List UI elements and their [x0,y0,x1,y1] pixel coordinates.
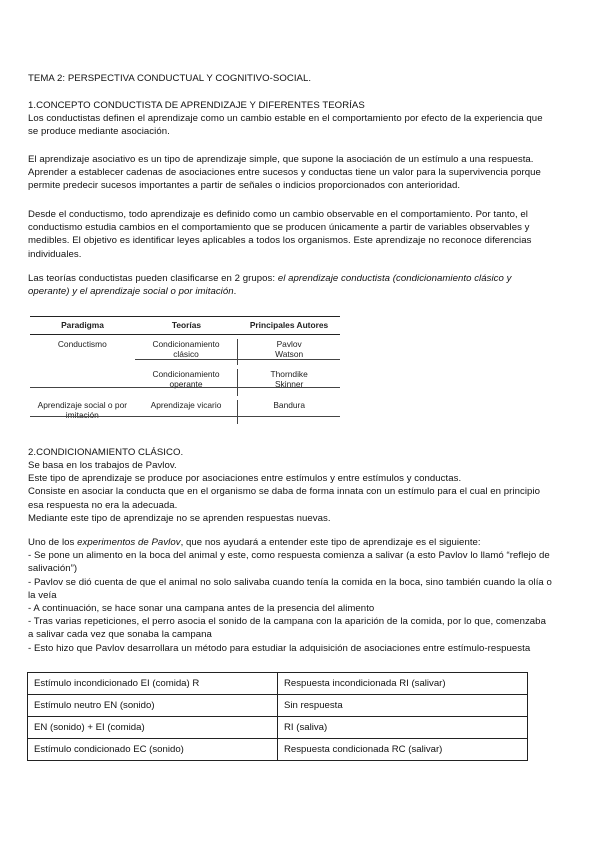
table-row [30,396,340,424]
response-cell: Respuesta condicionada RC (salivar) [278,739,528,761]
header-theories: Teorías [171,320,202,330]
table-row [28,717,528,739]
header-paradigm: Paradigma [61,320,104,330]
text-line: se produce mediante asociación. [28,126,170,138]
response-cell: Respuesta incondicionada RI (salivar) [278,673,528,695]
table-row [28,673,528,695]
text-line: Pavlov [276,338,302,349]
text-line: medibles. El objetivo es identificar leyes aplicables a todos los organismos. Este aprendizaje no reconoce diferencias [28,235,532,247]
stimulus-cell: Estímulo incondicionado EI (comida) R [28,673,278,695]
response-cell: Sin respuesta [278,695,528,717]
text-line: Thorndike [270,368,308,379]
row-divider [135,359,340,360]
text-italic: experimentos de Pavlov [77,537,181,548]
theory-cell [135,369,238,396]
document-title: TEMA 2: PERSPECTIVA CONDUCTUAL Y COGNITIVO-SOCIAL. [28,73,312,84]
text-plain: Las teorías conductistas pueden clasificarse en 2 grupos: [28,273,278,284]
section1-paragraph-4 [28,272,574,298]
text-line: clásico [173,349,199,359]
bullet-line: - Pavlov se dió cuenta de que el animal no solo salivaba cuando tenía la comida en la boca, sino también cuando la olía o [28,576,552,588]
text-line: Los conductistas definen el aprendizaje como un cambio estable en el comportamiento por efecto de la experiencia que [28,113,543,124]
paradigm-table-header [30,316,340,335]
stimulus-response-table [27,672,528,761]
text-line: Condicionamiento [152,338,220,349]
text-plain: . [233,286,237,298]
section1-paragraph-1 [28,112,574,138]
stimulus-cell: EN (sonido) + EI (comida) [28,717,278,739]
section2-intro [28,459,574,525]
bullet-line: a salivar cada vez que sonaba la campana [28,629,212,641]
table-row [28,695,528,717]
paradigm-cell [30,369,135,396]
paradigm-cell: Conductismo [57,338,107,349]
text-italic: el aprendizaje conductista (condicionamiento clásico y [277,273,512,284]
table-row [30,335,340,365]
text-line [28,536,574,549]
paradigm-table [30,316,340,424]
text-line: El aprendizaje asociativo es un tipo de aprendizaje simple, que supone la asociación de un estímulo a una respuesta. [28,154,534,165]
stimulus-cell: Estímulo neutro EN (sonido) [28,695,278,717]
row-divider [30,387,340,388]
text-line: Skinner [274,379,304,389]
text-plain: , que nos ayudará a entender este tipo de aprendizaje es el siguiente: [180,537,481,548]
authors-cell [237,339,340,365]
section1-heading: 1.CONCEPTO CONDUCTISTA DE APRENDIZAJE Y DIFERENTES TEORÍAS [28,100,365,111]
table-row [30,365,340,396]
text-line: Consiste en asociar la conducta que en el organismo se daba de forma innata con un estímulo para el cual en principio [28,486,540,498]
text-line: conductismo estudia cambios en el comportamiento que se producen únicamente a partir de variables observables y [28,222,530,234]
text-italic: operante) y el aprendizaje social o por imitación [28,286,234,298]
text-line [28,285,574,298]
authors-cell: Bandura [237,400,340,424]
response-cell: RI (saliva) [278,717,528,739]
section1-paragraph-2 [28,153,574,193]
text-line: Desde el conductismo, todo aprendizaje es definido como un cambio observable en el comportamiento. Por tanto, el [28,209,528,220]
text-line: esa respuesta no era la adecuada. [28,499,178,511]
theory-cell [135,339,238,365]
bullet-line: - Esto hizo que Pavlov desarrollara un método para estudiar la adquisición de asociaciones entre estímulo-respuesta [28,642,531,654]
bullet-line: la veía [28,589,57,601]
text-line: Se basa en los trabajos de Pavlov. [28,460,177,471]
text-line: Aprendizaje social o por [37,399,128,410]
text-line: Este tipo de aprendizaje se produce por asociaciones entre estímulos y entre estímulos y conductas. [28,473,462,485]
text-line: individuales. [28,248,82,260]
text-line: Mediante este tipo de aprendizaje no se aprenden respuestas nuevas. [28,512,331,524]
bullet-line: salivación”) [28,563,78,575]
bullet-line: - Tras varias repeticiones, el perro asocia el sonido de la campana con la aparición de la comida, por lo que, comenzaba [28,616,546,628]
table-row [28,739,528,761]
section2-heading: 2.CONDICIONAMIENTO CLÁSICO. [28,447,184,458]
text-line: permite predecir sucesos importantes a partir de señales o indicios proporcionados con anterioridad. [28,180,461,192]
text-plain: Uno de los [28,537,78,548]
text-line: Aprender a establecer cadenas de asociaciones entre sucesos y conductas tiene un valor para la supervivencia porque [28,167,541,179]
text-line: Condicionamiento [152,368,220,379]
paradigm-cell [30,400,135,424]
authors-cell [237,369,340,396]
pavlov-experiment [28,536,574,655]
text-line: Watson [275,349,304,359]
theory-cell: Aprendizaje vicario [150,399,222,410]
text-line: operante [169,379,203,389]
bullet-line: - Se pone un alimento en la boca del animal y este, como respuesta comienza a salivar (a esto Pavlov lo llamó “reflejo de [28,550,550,562]
header-authors: Principales Autores [249,320,329,330]
text-line [28,272,574,285]
bullet-line: - A continuación, se hace sonar una campana antes de la presencia del alimento [28,603,375,615]
section1-paragraph-3 [28,208,574,261]
text-line: imitación [65,410,99,420]
stimulus-cell: Estímulo condicionado EC (sonido) [28,739,278,761]
row-divider [30,416,340,417]
